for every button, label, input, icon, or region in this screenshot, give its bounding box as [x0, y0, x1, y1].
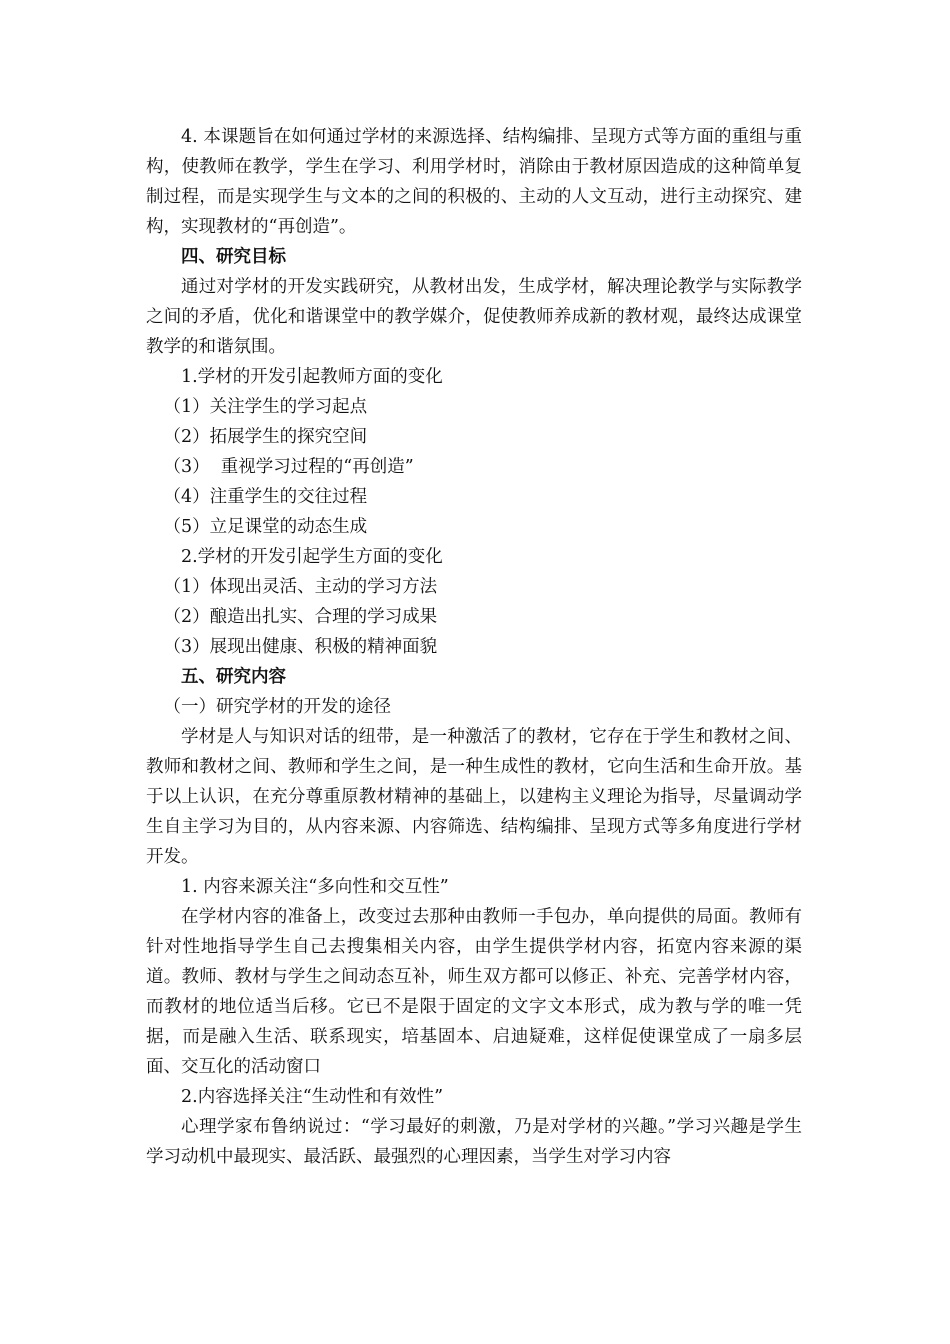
- paragraph-learning-material: 学材是人与知识对话的纽带，是一种激活了的教材，它存在于学生和教材之间、教师和教材之间、教师和学生之间，是一种生成性的教材，它向生活和生命开放。基于以上认识，在充分尊重原教材精神的基础上，以建构主义理论为指导，尽量调动学生自主学习为目的，从内容来源、内容筛选、结构编排、呈现方式等多角度进行学材开发。: [146, 727, 802, 867]
- list-item: （5）立足课堂的动态生成: [163, 517, 368, 537]
- paragraph-source: 在学材内容的准备上，改变过去那种由教师一手包办，单向提供的局面。教师有针对性地指导学生自己去搜集相关内容，由学生提供学材内容，拓宽内容来源的渠道。教师、教材与学生之间动态互补，师生双方都可以修正、补充、完善学材内容，而教材的地位适当后移。它已不是限于固定的文字文本形式，成为教与学的唯一凭据，而是融入生活、联系现实，培基固本、启迪疑难，这样促使课堂成了一扇多层面、交互化的活动窗口: [146, 907, 802, 1077]
- list-item: （1）体现出灵活、主动的学习方法: [163, 577, 438, 597]
- point-heading-source: 1. 内容来源关注“多向性和交互性”: [181, 877, 449, 897]
- list-item: （3） 重视学习过程的“再创造”: [163, 457, 414, 477]
- list-heading-student-changes: 2.学材的开发引起学生方面的变化: [181, 547, 443, 567]
- list-item: （1）关注学生的学习起点: [163, 397, 368, 417]
- list-item: （3）展现出健康、积极的精神面貌: [163, 637, 438, 657]
- point-heading-selection: 2.内容选择关注“生动性和有效性”: [181, 1087, 444, 1107]
- list-item: （2）酿造出扎实、合理的学习成果: [163, 607, 438, 627]
- subsection-heading: （一）研究学材的开发的途径: [163, 697, 391, 717]
- paragraph-item-4: 4. 本课题旨在如何通过学材的来源选择、结构编排、呈现方式等方面的重组与重构，使教师在教学，学生在学习、利用学材时，消除由于教材原因造成的这种简单复制过程，而是实现学生与文本的之间的积极的、主动的人文互动，进行主动探究、建构，实现教材的“再创造”。: [146, 127, 802, 237]
- list-heading-teacher-changes: 1.学材的开发引起教师方面的变化: [181, 367, 443, 387]
- list-item: （4）注重学生的交往过程: [163, 487, 368, 507]
- section-heading-content: 五、研究内容: [181, 667, 286, 687]
- paragraph-objectives-intro: 通过对学材的开发实践研究，从教材出发，生成学材，解决理论教学与实际教学之间的矛盾，优化和谐课堂中的教学媒介，促使教师养成新的教材观，最终达成课堂教学的和谐氛围。: [146, 277, 802, 357]
- document-body: [146, 122, 802, 1172]
- section-heading-objectives: 四、研究目标: [181, 247, 286, 267]
- paragraph-selection: 心理学家布鲁纳说过：“学习最好的刺激，乃是对学材的兴趣。”学习兴趣是学生学习动机中最现实、最活跃、最强烈的心理因素，当学生对学习内容: [146, 1117, 802, 1167]
- list-item: （2）拓展学生的探究空间: [163, 427, 368, 447]
